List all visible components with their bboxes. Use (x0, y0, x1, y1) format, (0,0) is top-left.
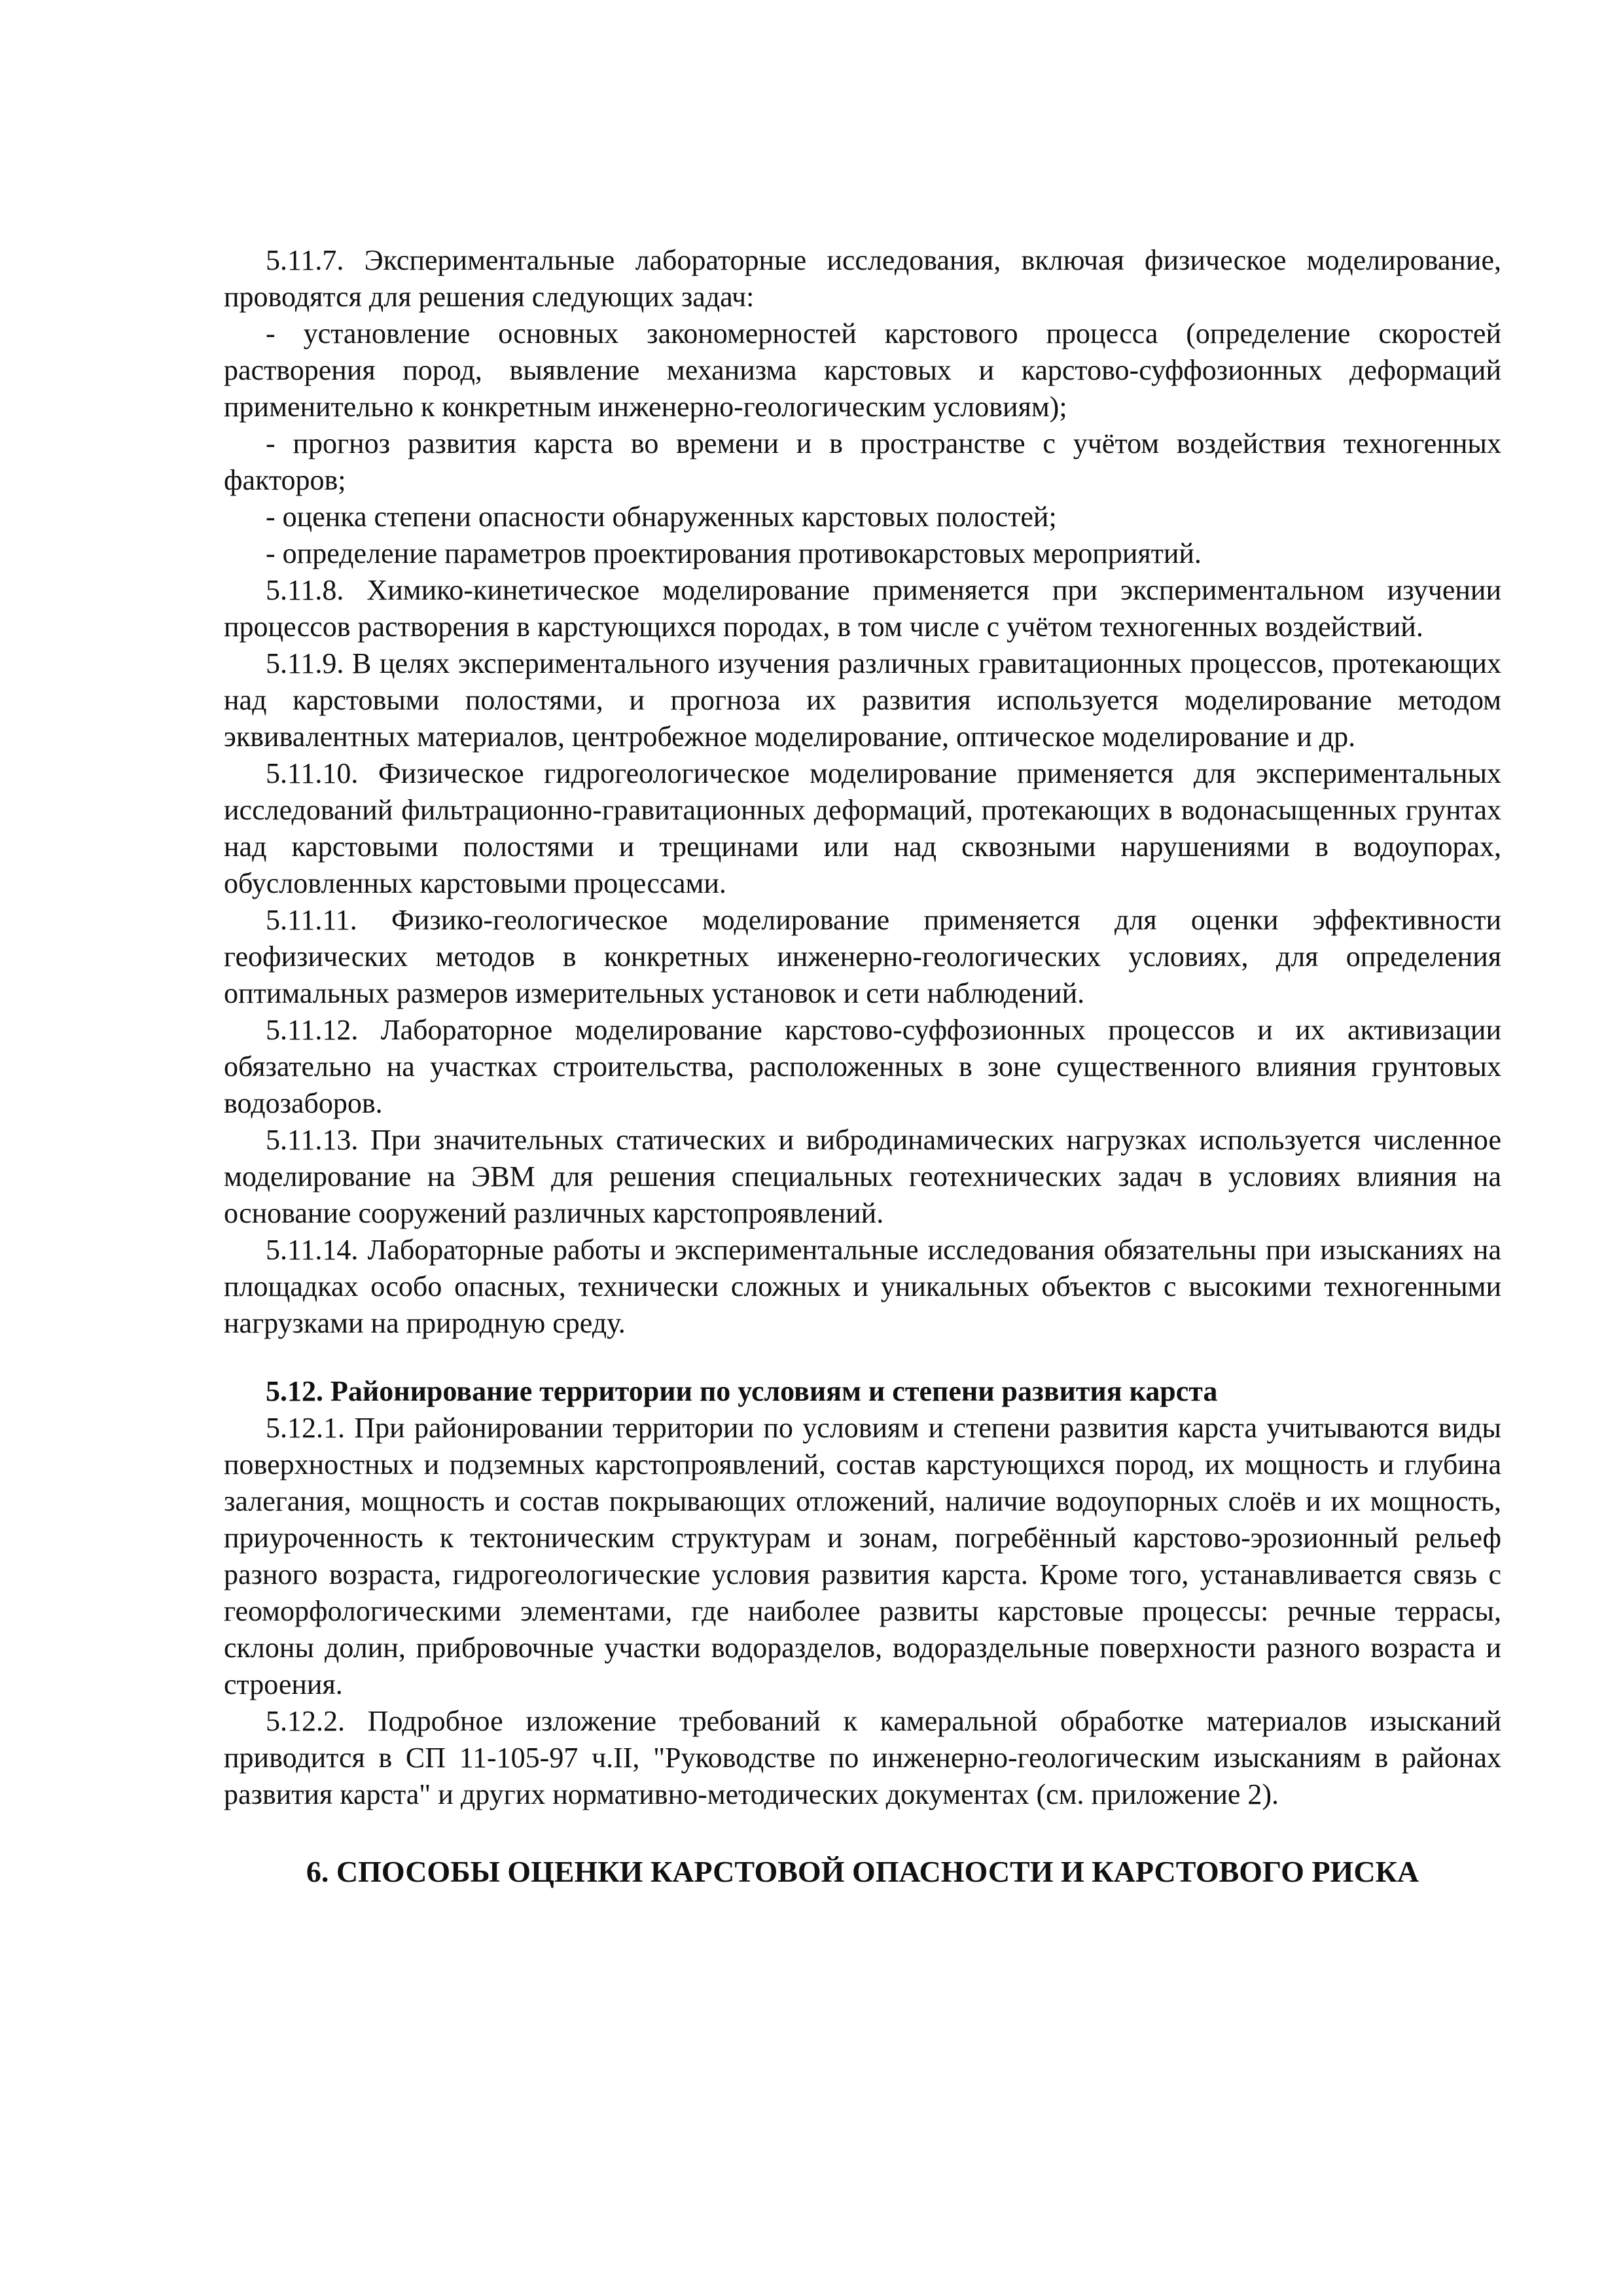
paragraph-5-11-8: 5.11.8. Химико-кинетическое моделирование применяется при экспериментальном изучении процессов растворения в карстующихся породах, в том числе с учётом техногенных воздействий. (224, 574, 1501, 643)
list-item: - прогноз развития карста во времени и в пространстве с учётом воздействия техногенных факторов; (224, 427, 1501, 496)
list-item: - оценка степени опасности обнаруженных карстовых полостей; (266, 501, 1057, 533)
list-item: - определение параметров проектирования противокарстовых мероприятий. (266, 537, 1202, 569)
list-item: - установление основных закономерностей карстового процесса (определение скоростей растворения пород, выявление механизма карстовых и карстово-суффозионных деформаций применительно к конкретным инженерно-геологическим условиям); (224, 317, 1501, 423)
paragraph-5-12-2: 5.12.2. Подробное изложение требований к камеральной обработке материалов изысканий приводится в СП 11-105-97 ч.II, "Руководстве по инженерно-геологическим изысканиям в районах развития карста" и других нормативно-методических документах (см. приложение 2). (224, 1705, 1501, 1810)
page-content (224, 242, 1501, 1890)
paragraph-5-11-11: 5.11.11. Физико-геологическое моделирование применяется для оценки эффективности геофизических методов в конкретных инженерно-геологических условиях, для определения оптимальных размеров измерительных установок и сети наблюдений. (224, 904, 1501, 1009)
paragraph-5-11-12: 5.11.12. Лабораторное моделирование карстово-суффозионных процессов и их активизации обязательно на участках строительства, расположенных в зоне существенного влияния грунтовых водозаборов. (224, 1014, 1501, 1119)
section-heading-5-12: 5.12. Районирование территории по условиям и степени развития карста (266, 1375, 1218, 1407)
paragraph-5-11-7: 5.11.7. Экспериментальные лабораторные исследования, включая физическое моделирование, проводятся для решения следующих задач: (224, 244, 1501, 313)
paragraph-5-11-13: 5.11.13. При значительных статических и вибродинамических нагрузках используется численное моделирование на ЭВМ для решения специальных геотехнических задач в условиях влияния на основание сооружений различных карстопроявлений. (224, 1124, 1501, 1229)
paragraph-5-12-1: 5.12.1. При районировании территории по условиям и степени развития карста учитываются виды поверхностных и подземных карстопроявлений, состав карстующихся пород, их мощность и глубина залегания, мощность и состав покрывающих отложений, наличие водоупорных слоёв и их мощность, приуроченность к тектоническим структурам и зонам, погребённый карстово-эрозионный рельеф разного возраста, гидрогеологические условия развития карста. Кроме того, устанавливается связь с геоморфологическими элементами, где наиболее развиты карстовые процессы: речные террасы, склоны долин, прибровочные участки водоразделов, водораздельные поверхности разного возраста и строения. (224, 1412, 1501, 1700)
paragraph-5-11-9: 5.11.9. В целях экспериментального изучения различных гравитационных процессов, протекающих над карстовыми полостями, и прогноза их развития используется моделирование методом эквивалентных материалов, центробежное моделирование, оптическое моделирование и др. (224, 647, 1501, 753)
paragraph-5-11-14: 5.11.14. Лабораторные работы и экспериментальные исследования обязательны при изысканиях на площадках особо опасных, технически сложных и уникальных объектов с высокими техногенными нагрузками на природную среду. (224, 1234, 1501, 1339)
chapter-heading-6: 6. СПОСОБЫ ОЦЕНКИ КАРСТОВОЙ ОПАСНОСТИ И КАРСТОВОГО РИСКА (306, 1855, 1419, 1888)
paragraph-5-11-10: 5.11.10. Физическое гидрогеологическое моделирование применяется для экспериментальных исследований фильтрационно-гравитационных деформаций, протекающих в водонасыщенных грунтах над карстовыми полостями и трещинами или над сквозными нарушениями в водоупорах, обусловленных карстовыми процессами. (224, 757, 1501, 899)
